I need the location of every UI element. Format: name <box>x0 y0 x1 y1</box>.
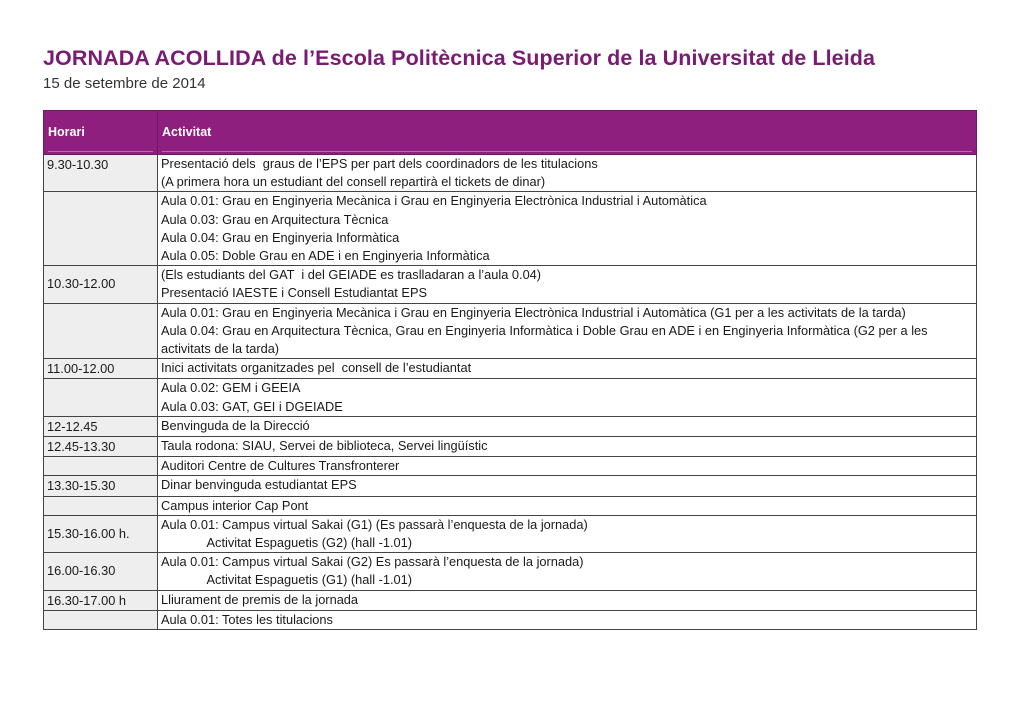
time-cell <box>44 496 158 515</box>
activity-line: Aula 0.01: Grau en Enginyeria Mecànica i Grau en Enginyeria Electrònica Industrial i Automàtica (G1 per a les activitats de la tarda) <box>161 304 906 320</box>
header-time: Horari <box>44 111 158 155</box>
activity-line: Aula 0.04: Grau en Enginyeria Informàtica <box>161 229 400 245</box>
time-cell: 15.30-16.00 h. <box>44 515 158 552</box>
activity-line: Taula rodona: SIAU, Servei de biblioteca, Servei lingüístic <box>161 438 488 454</box>
activity-line: Presentació IAESTE i Consell Estudiantat EPS <box>161 285 428 301</box>
activity-cell <box>158 192 977 266</box>
activity-cell <box>158 379 977 416</box>
table-row <box>44 553 977 590</box>
activity-cell <box>158 553 977 590</box>
table-row <box>44 303 977 359</box>
activity-line: Aula 0.02: GEM i GEEIA <box>161 380 301 396</box>
table-row <box>44 379 977 416</box>
table-row <box>44 155 977 192</box>
activity-cell <box>158 515 977 552</box>
activity-line: Aula 0.01: Campus virtual Sakai (G1) (Es passarà l’enquesta de la jornada) <box>161 516 588 532</box>
table-row <box>44 437 977 457</box>
table-header-row <box>44 111 977 155</box>
activity-line: Presentació dels graus de l’EPS per part dels coordinadors de les titulacions <box>161 156 598 171</box>
activity-line: Aula 0.03: GAT, GEI i DGEIADE <box>161 398 343 414</box>
activity-cell <box>158 476 977 496</box>
time-cell <box>44 303 158 359</box>
activity-cell <box>158 416 977 436</box>
table-row <box>44 590 977 610</box>
document-title: JORNADA ACOLLIDA de l’Escola Politècnica Superior de la Universitat de Lleida <box>43 46 876 70</box>
schedule-table <box>43 110 977 630</box>
table-row <box>44 515 977 552</box>
time-cell <box>44 192 158 266</box>
time-cell: 12-12.45 <box>44 416 158 436</box>
activity-line: Auditori Centre de Cultures Transfronterer <box>161 458 400 474</box>
table-row <box>44 496 977 515</box>
activity-line: Aula 0.04: Grau en Arquitectura Tècnica, Grau en Enginyeria Informàtica i Doble Grau en ADE i en Enginyeria Informàtica (G2 per a les activitats de la tarda) <box>161 322 928 357</box>
activity-line: Aula 0.03: Grau en Arquitectura Tècnica <box>161 211 389 227</box>
time-cell: 13.30-15.30 <box>44 476 158 496</box>
activity-line: Inici activitats organitzades pel consell de l’estudiantat <box>161 360 472 376</box>
header-activity: Activitat <box>158 111 977 155</box>
table-row <box>44 416 977 436</box>
table-row <box>44 476 977 496</box>
activity-cell <box>158 155 977 192</box>
time-cell: 16.00-16.30 <box>44 553 158 590</box>
activity-cell <box>158 303 977 359</box>
time-cell <box>44 379 158 416</box>
activity-line: Aula 0.01: Grau en Enginyeria Mecànica i Grau en Enginyeria Electrònica Industrial i Automàtica <box>161 193 707 209</box>
activity-cell <box>158 437 977 457</box>
activity-line: Aula 0.05: Doble Grau en ADE i en Enginyeria Informàtica <box>161 248 490 264</box>
table-row <box>44 266 977 303</box>
activity-line: Lliurament de premis de la jornada <box>161 591 359 607</box>
activity-line: Activitat Espaguetis (G1) (hall -1.01) <box>161 572 413 588</box>
time-cell: 10.30-12.00 <box>44 266 158 303</box>
activity-line: Benvinguda de la Direcció <box>161 417 310 433</box>
time-cell: 11.00-12.00 <box>44 359 158 379</box>
activity-line: Activitat Espaguetis (G2) (hall -1.01) <box>161 535 413 551</box>
document-date: 15 de setembre de 2014 <box>43 75 206 92</box>
table-row <box>44 610 977 629</box>
activity-cell <box>158 359 977 379</box>
activity-cell <box>158 457 977 476</box>
activity-line: (Els estudiants del GAT i del GEIADE es traslladaran a l’aula 0.04) <box>161 267 542 283</box>
time-cell: 9.30-10.30 <box>44 155 158 192</box>
activity-cell <box>158 590 977 610</box>
activity-cell <box>158 266 977 303</box>
activity-line: (A primera hora un estudiant del consell repartirà el tickets de dinar) <box>161 174 546 190</box>
activity-line: Aula 0.01: Campus virtual Sakai (G2) Es passarà l’enquesta de la jornada) <box>161 554 584 570</box>
activity-cell <box>158 610 977 629</box>
activity-line: Campus interior Cap Pont <box>161 497 309 513</box>
table-row <box>44 359 977 379</box>
time-cell: 12.45-13.30 <box>44 437 158 457</box>
activity-line: Aula 0.01: Totes les titulacions <box>161 611 333 627</box>
activity-cell <box>158 496 977 515</box>
activity-line: Dinar benvinguda estudiantat EPS <box>161 477 357 493</box>
table-row <box>44 457 977 476</box>
time-cell: 16.30-17.00 h <box>44 590 158 610</box>
time-cell <box>44 457 158 476</box>
table-row <box>44 192 977 266</box>
time-cell <box>44 610 158 629</box>
